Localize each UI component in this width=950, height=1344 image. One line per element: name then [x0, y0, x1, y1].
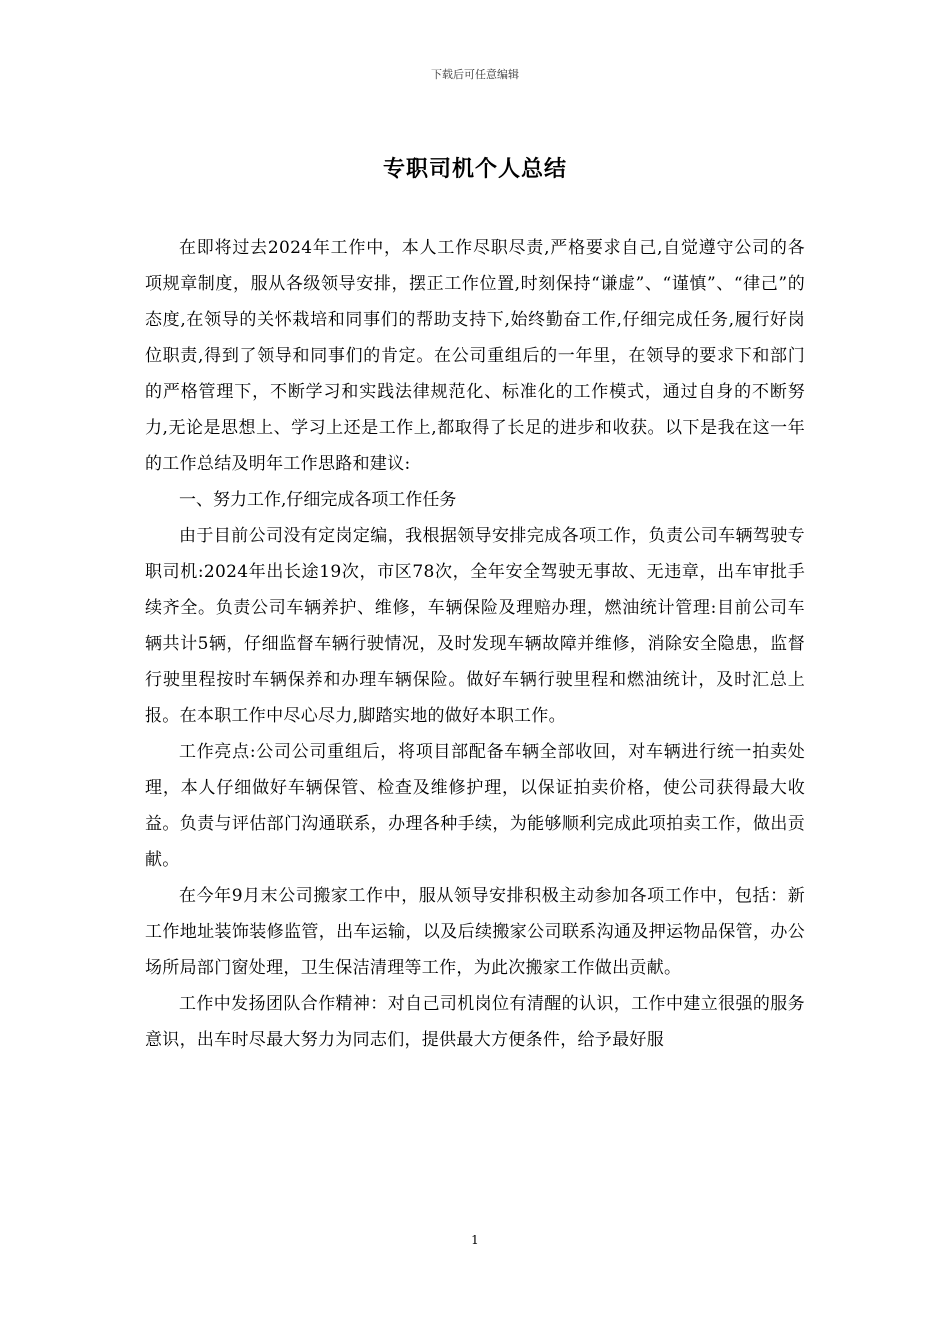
header-note: 下载后可任意编辑 — [431, 68, 519, 81]
section-heading-1: 一、努力工作,仔细完成各项工作任务 — [179, 490, 457, 510]
paragraph-teamwork: 工作中发扬团队合作精神：对自己司机岗位有清醒的认识，工作中建立很强的服务意识，出车时尽最大努力为同志们，提供最大方便条件，给予最好服 — [145, 994, 805, 1050]
paragraph-duties: 由于目前公司没有定岗定编，我根据领导安排完成各项工作，负责公司车辆驾驶专职司机:2024年出长途19次，市区78次，全年安全驾驶无事故、无违章，出车审批手续齐全。负责公司车辆养护、维修，车辆保险及理赔办理，燃油统计管理:目前公司车辆共计5辆，仔细监督车辆行驶情况，及时发现车辆故障并维修，消除安全隐患，监督行驶里程按时车辆保养和办理车辆保险。做好车辆行驶里程和燃油统计，及时汇总上报。在本职工作中尽心尽力,脚踏实地的做好本职工作。 — [145, 526, 805, 726]
page-number: 1 — [471, 1233, 479, 1247]
document-body — [145, 230, 805, 1058]
document-title: 专职司机个人总结 — [382, 157, 567, 182]
paragraph-relocation: 在今年9月末公司搬家工作中，服从领导安排积极主动参加各项工作中，包括：新工作地址装饰装修监管，出车运输，以及后续搬家公司联系沟通及押运物品保管，办公场所局部门窗处理，卫生保洁清理等工作，为此次搬家工作做出贡献。 — [145, 886, 805, 978]
paragraph-intro: 在即将过去2024年工作中，本人工作尽职尽责,严格要求自己,自觉遵守公司的各项规章制度，服从各级领导安排，摆正工作位置,时刻保持“谦虚”、“谨慎”、“律己”的态度,在领导的关怀栽培和同事们的帮助支持下,始终勤奋工作,仔细完成任务,履行好岗位职责,得到了领导和同事们的肯定。在公司重组后的一年里，在领导的要求下和部门的严格管理下，不断学习和实践法律规范化、标准化的工作模式，通过自身的不断努力,无论是思想上、学习上还是工作上,都取得了长足的进步和收获。以下是我在这一年的工作总结及明年工作思路和建议: — [145, 238, 805, 474]
paragraph-highlights: 工作亮点:公司公司重组后，将项目部配备车辆全部收回，对车辆进行统一拍卖处理，本人仔细做好车辆保管、检查及维修护理，以保证拍卖价格，使公司获得最大收益。负责与评估部门沟通联系，办理各种手续，为能够顺利完成此项拍卖工作，做出贡献。 — [145, 742, 805, 870]
